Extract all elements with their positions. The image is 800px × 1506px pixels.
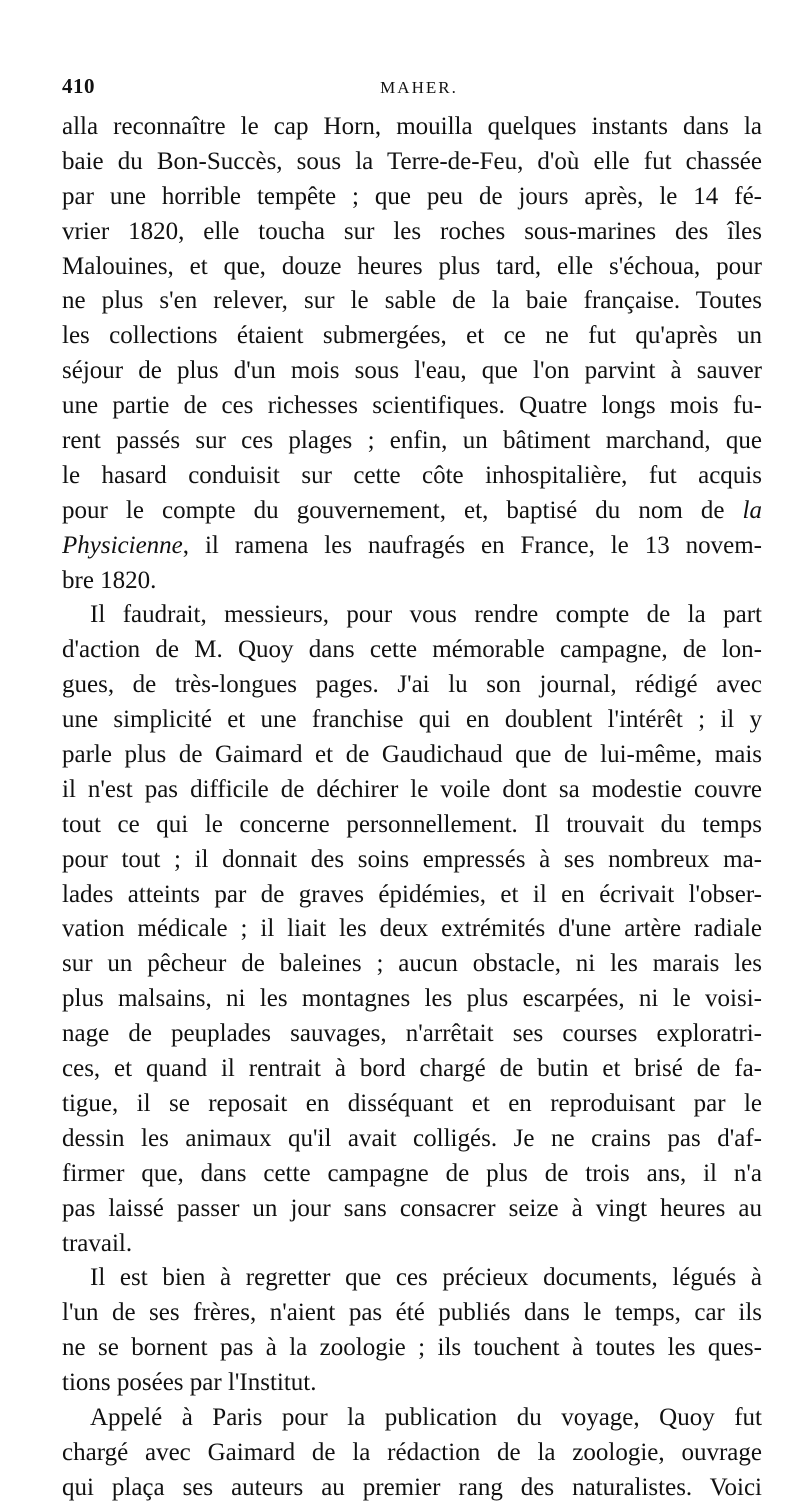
text-line: gues, de très-longues pages. J'ai lu son journal, rédigé avec (62, 671, 762, 699)
italic-text-run: Physicienne (62, 531, 183, 559)
text-line (62, 529, 762, 564)
text-run: pour le compte du gouvernement, et, baptisé du nom de (62, 496, 743, 524)
text-line: tions posées par l'Institut. (62, 1369, 317, 1397)
text-line: d'action de M. Quoy dans cette mémorable campagne, de lon- (62, 636, 762, 664)
italic-text-run: la (742, 496, 762, 524)
text-line: Appelé à Paris pour la publication du voyage, Quoy fut (90, 1403, 762, 1431)
text-line: Malouines, et que, douze heures plus tard, elle s'échoua, pour (62, 252, 762, 280)
text-line: baie du Bon-Succès, sous la Terre-de-Feu, d'où elle fut chassée (62, 147, 762, 175)
text-line: pour tout ; il donnait des soins empressés à ses nombreux ma- (62, 845, 762, 873)
text-line: lades atteints par de graves épidémies, et il en écrivait l'obser- (62, 880, 762, 908)
text-line: une partie de ces richesses scientifiques. Quatre longs mois fu- (62, 392, 762, 420)
text-line: vation médicale ; il liait les deux extrémités d'une artère radiale (62, 915, 762, 943)
text-line: plus malsains, ni les montagnes les plus escarpées, ni le voisi- (62, 985, 762, 1013)
text-line (62, 494, 762, 529)
text-line: les collections étaient submergées, et ce ne fut qu'après un (62, 322, 762, 350)
running-title: MAHER. (380, 78, 458, 97)
text-line: ces, et quand il rentrait à bord chargé de butin et brisé de fa- (62, 1055, 762, 1083)
text-line: Il faudrait, messieurs, pour vous rendre compte de la part (90, 601, 762, 629)
text-line: tigue, il se reposait en disséquant et en reproduisant par le (62, 1089, 762, 1117)
running-head (62, 74, 762, 108)
text-line: alla reconnaître le cap Horn, mouilla quelques instants dans la (62, 113, 762, 140)
text-line: nage de peuplades sauvages, n'arrêtait ses courses exploratri- (62, 1020, 762, 1048)
text-line: dessin les animaux qu'il avait colligés. Je ne crains pas d'af- (62, 1124, 762, 1152)
text-line: ne se bornent pas à la zoologie ; ils touchent à toutes les ques- (62, 1334, 762, 1362)
text-line: Il est bien à regretter que ces précieux documents, légués à (90, 1264, 762, 1292)
text-run: , il ramena les naufragés en France, le 13 novem- (182, 531, 762, 559)
text-line: chargé avec Gaimard de la rédaction de la zoologie, ouvrage (62, 1438, 762, 1466)
text-line: qui plaça ses auteurs au premier rang des naturalistes. Voici (62, 1473, 762, 1501)
body-text (62, 110, 762, 1506)
text-line: rent passés sur ces plages ; enfin, un bâtiment marchand, que (62, 427, 762, 455)
text-line: ne plus s'en relever, sur le sable de la baie française. Toutes (62, 287, 762, 315)
text-line: vrier 1820, elle toucha sur les roches sous-marines des îles (62, 217, 762, 245)
text-line: firmer que, dans cette campagne de plus de trois ans, il n'a (62, 1159, 762, 1187)
text-line: travail. (62, 1229, 133, 1257)
text-line: pas laissé passer un jour sans consacrer seize à vingt heures au (62, 1194, 762, 1222)
text-line: par une horrible tempête ; que peu de jours après, le 14 fé- (62, 182, 762, 210)
text-line: tout ce qui le concerne personnellement. Il trouvait du temps (62, 810, 762, 838)
text-line: séjour de plus d'un mois sous l'eau, que l'on parvint à sauver (62, 357, 762, 385)
page-number: 410 (62, 74, 95, 98)
text-line: sur un pêcheur de baleines ; aucun obstacle, ni les marais les (62, 950, 762, 978)
text-line: l'un de ses frères, n'aient pas été publiés dans le temps, car ils (62, 1299, 762, 1327)
text-line: une simplicité et une franchise qui en doublent l'intérêt ; il y (62, 706, 762, 734)
text-line: le hasard conduisit sur cette côte inhospitalière, fut acquis (62, 461, 762, 489)
text-line: parle plus de Gaimard et de Gaudichaud que de lui-même, mais (62, 741, 762, 769)
text-line: il n'est pas difficile de déchirer le voile dont sa modestie couvre (62, 775, 762, 803)
text-line: bre 1820. (62, 566, 157, 594)
